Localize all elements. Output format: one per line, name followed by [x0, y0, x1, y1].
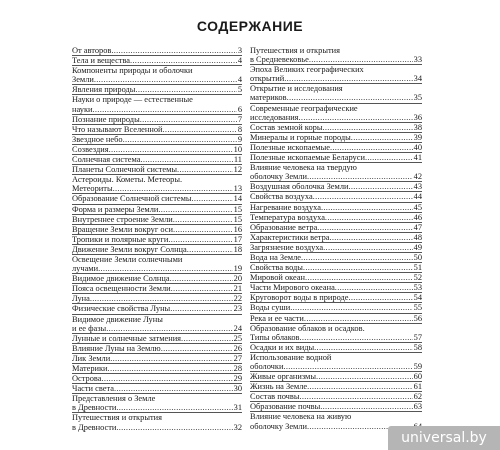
toc-entry-title-line: материков ..... [250, 93, 413, 102]
toc-entry-title: Движение Земли вокруг Солнца ..... [72, 245, 233, 254]
toc-entry-page: 31 [233, 403, 242, 413]
toc-entry[interactable] [250, 342, 422, 352]
toc-entry-page: 33 [413, 55, 422, 65]
toc-entry-title: Температура воздуха ..... [250, 213, 413, 222]
toc-entry-title: Видимое движение Солнца ..... [72, 274, 233, 283]
toc-entry-title: Части Мирового океана ..... [250, 283, 413, 292]
toc-entry-title-line: оболочки ..... [250, 362, 413, 371]
toc-entry-page: 28 [233, 364, 242, 373]
toc-entry-last-line [72, 403, 242, 412]
toc-entry-title: От авторов ..... [72, 46, 237, 55]
toc-entry-page: 40 [413, 142, 422, 152]
toc-entry-title: Что называют Вселенной ..... [72, 125, 237, 134]
toc-entry[interactable] [72, 65, 242, 84]
toc-entry-page: 11 [233, 155, 242, 165]
toc-entry-title: Полезные ископаемые Беларуси ..... [250, 153, 413, 162]
toc-entry-title: Лунные и солнечные затмения ..... [72, 334, 233, 343]
toc-entry[interactable] [72, 204, 242, 214]
toc-entry-title: Река и ее части ..... [250, 314, 413, 323]
toc-entry[interactable] [72, 333, 242, 343]
toc-entry[interactable] [72, 244, 242, 254]
toc-entry-last-line [72, 423, 242, 432]
toc-entry-page: 39 [413, 132, 422, 142]
toc-entry-page: 52 [413, 273, 422, 283]
toc-entry-title-line: Земли ..... [72, 75, 237, 84]
toc-entry-page: 62 [413, 392, 422, 402]
toc-entry-page: 25 [233, 333, 242, 343]
toc-entry-page: 29 [233, 374, 242, 384]
toc-entry-page: 30 [233, 384, 242, 394]
toc-entry-title: Вращение Земли вокруг оси ..... [72, 225, 233, 234]
toc-entry[interactable] [72, 383, 242, 393]
toc-entry-title: Минералы и горные породы ..... [250, 133, 413, 142]
toc-entry-title-line: в Древности ..... [72, 403, 233, 412]
toc-entry[interactable] [72, 154, 242, 164]
toc-entry-page: 42 [413, 172, 422, 182]
toc-entry-page: 20 [233, 274, 242, 284]
toc-entry[interactable] [72, 46, 242, 55]
toc-entry-title-line: Путешествия и открытия [250, 46, 340, 55]
toc-entry-page: 35 [413, 93, 422, 103]
toc-entry-last-line [250, 172, 422, 181]
toc-entry-title-line: в Средневековье ..... [250, 55, 413, 64]
toc-entry-page: 7 [237, 114, 242, 124]
toc-entry-title-line: Науки о природе — естественные [72, 95, 193, 105]
toc-entry-last-line [72, 264, 242, 273]
toc-entry[interactable] [72, 55, 242, 65]
toc-entry[interactable] [250, 212, 422, 222]
toc-entry[interactable] [250, 252, 422, 262]
toc-entry[interactable] [72, 174, 242, 193]
toc-entry-title: Вода на Земле ..... [250, 253, 413, 262]
toc-entry-page: 15 [233, 204, 242, 214]
toc-entry[interactable] [250, 222, 422, 232]
toc-entry-page: 45 [413, 202, 422, 212]
toc-entry-page: 46 [413, 212, 422, 222]
toc-entry[interactable] [250, 142, 422, 152]
toc-entry-page: 21 [233, 284, 242, 294]
toc-entry-title-line: Современные географические [250, 103, 358, 113]
toc-entry-title: Планеты Солнечной системы ..... [72, 165, 233, 174]
toc-entry-page: 49 [413, 242, 422, 252]
toc-entry[interactable] [72, 94, 242, 113]
toc-entry-page: 22 [233, 294, 242, 304]
toc-entry[interactable] [250, 181, 422, 191]
toc-entry-last-line [250, 93, 422, 102]
toc-entry[interactable] [250, 371, 422, 381]
toc-entry-last-line [250, 74, 422, 83]
toc-entry-title-line: Открытие и исследования [250, 84, 343, 94]
toc-entry-page: 43 [413, 182, 422, 192]
toc-entry-title-line: Представления о Земле [72, 394, 156, 404]
toc-entry-title-line: и ее фазы ..... [72, 324, 233, 333]
page-title: СОДЕРЖАНИЕ [196, 18, 304, 34]
toc-entry[interactable] [250, 391, 422, 401]
toc-entry[interactable] [72, 373, 242, 383]
toc-entry-page: 55 [413, 303, 422, 313]
toc-entry-page: 36 [413, 112, 422, 122]
toc-entry-page: 4 [237, 56, 242, 66]
watermark: universal.by [388, 426, 500, 450]
toc-entry-page: 14 [233, 194, 242, 204]
toc-entry-page: 13 [233, 184, 242, 194]
toc-entry-title: Луна ..... [72, 294, 233, 303]
toc-entry-title: Воздушная оболочка Земли ..... [250, 182, 413, 191]
toc-entry[interactable] [250, 292, 422, 302]
toc-entry[interactable] [250, 103, 422, 122]
toc-entry-page: 4 [237, 75, 242, 85]
toc-entry-page: 17 [233, 234, 242, 244]
toc-entry[interactable] [250, 83, 422, 102]
toc-entry[interactable] [72, 144, 242, 154]
toc-entry-page: 19 [233, 264, 242, 274]
toc-entry-page: 27 [233, 353, 242, 363]
toc-entry[interactable] [72, 303, 242, 313]
toc-entry-last-line [72, 184, 242, 193]
toc-entry-title: Материки ..... [72, 364, 233, 373]
toc-entry[interactable] [250, 401, 422, 411]
toc-entry[interactable] [72, 214, 242, 224]
toc-entry-title: Звездное небо ..... [72, 135, 237, 144]
toc-entry-page: 44 [413, 192, 422, 202]
toc-entry[interactable] [250, 282, 422, 292]
toc-entry-title: Свойства воды ..... [250, 263, 413, 272]
toc-entry-title: Лик Земли ..... [72, 354, 233, 363]
toc-entry-title: Образование ветра ..... [250, 223, 413, 232]
toc-entry-title-line: оболочку Земли ..... [250, 172, 413, 181]
toc-entry-page: 18 [233, 244, 242, 254]
toc-entry-last-line [250, 333, 422, 342]
toc-entry-page: 54 [413, 293, 422, 303]
toc-entry-page: 48 [413, 232, 422, 242]
toc-entry-title: Части света ..... [72, 384, 233, 393]
toc-entry[interactable] [250, 162, 422, 181]
toc-entry-page: 58 [413, 342, 422, 352]
toc-entry[interactable] [250, 242, 422, 252]
toc-entry[interactable] [72, 193, 242, 203]
toc-entry-page: 53 [413, 283, 422, 293]
toc-entry[interactable] [72, 412, 242, 431]
toc-entry-page: 47 [413, 222, 422, 232]
toc-entry[interactable] [72, 164, 242, 174]
toc-entry-page: 5 [237, 85, 242, 95]
toc-entry[interactable] [72, 283, 242, 293]
toc-entry-page: 8 [237, 124, 242, 134]
toc-entry-page: 38 [413, 122, 422, 132]
toc-entry[interactable] [250, 46, 422, 64]
toc-entry-title-line: науки ..... [72, 105, 237, 114]
toc-entry[interactable] [72, 114, 242, 124]
toc-entry[interactable] [250, 64, 422, 83]
toc-entry-last-line [72, 324, 242, 333]
toc-entry-title-line: Путешествия и открытия [72, 413, 162, 423]
toc-entry-page: 34 [413, 74, 422, 84]
toc-entry-last-line [250, 362, 422, 371]
toc-entry[interactable] [72, 393, 242, 412]
toc-entry-title: Острова ..... [72, 374, 233, 383]
toc-entry-last-line [250, 113, 422, 122]
toc-entry[interactable] [250, 122, 422, 132]
toc-entry[interactable] [250, 352, 422, 371]
toc-entry-title: Полезные ископаемые ..... [250, 143, 413, 152]
toc-entry[interactable] [72, 363, 242, 373]
toc-entry-title: Жизнь на Земле ..... [250, 382, 413, 391]
toc-entry-page: 41 [413, 153, 422, 163]
toc-entry-title-line: исследования ..... [250, 113, 413, 122]
toc-entry-last-line [250, 55, 422, 64]
toc-entry[interactable] [72, 134, 242, 144]
toc-entry-title: Свойства воздуха ..... [250, 192, 413, 201]
toc-entry-page: 63 [413, 402, 422, 412]
toc-entry-title-line: Влияние человека на твердую [250, 163, 357, 173]
toc-entry-page: 24 [233, 323, 242, 333]
toc-entry[interactable] [72, 273, 242, 283]
toc-entry-page: 6 [237, 104, 242, 114]
toc-entry-page: 9 [237, 134, 242, 144]
toc-entry[interactable] [250, 191, 422, 201]
toc-entry[interactable] [250, 262, 422, 272]
toc-entry[interactable] [250, 313, 422, 323]
toc-right-column [250, 46, 422, 431]
toc-entry-title-line: Компоненты природы и оболочки [72, 66, 193, 76]
toc-entry-title: Круговорот воды в природе ..... [250, 293, 413, 302]
toc-entry-title-line: Эпоха Великих географических [250, 65, 364, 75]
toc-entry-title: Нагревание воздуха ..... [250, 203, 413, 212]
toc-entry[interactable] [250, 323, 422, 342]
toc-entry[interactable] [250, 381, 422, 391]
toc-entry[interactable] [250, 302, 422, 312]
toc-entry-last-line [72, 75, 242, 84]
toc-entry-title-line: Освещение Земли солнечными [72, 254, 183, 264]
toc-entry[interactable] [250, 132, 422, 142]
toc-entry-title-line: Влияние человека на живую [250, 412, 352, 422]
toc-entry-title: Образование Солнечной системы ..... [72, 194, 233, 203]
toc-entry-title: Солнечная система ..... [72, 155, 233, 164]
toc-entry-title-line: лучами ..... [72, 264, 233, 273]
toc-entry-title: Состав почвы ..... [250, 392, 413, 401]
toc-entry-page: 3 [237, 46, 242, 55]
toc-entry-title-line: Образование облаков и осадков. [250, 323, 365, 333]
toc-entry[interactable] [72, 124, 242, 134]
toc-entry-title: Внутреннее строение Земли ..... [72, 215, 233, 224]
toc-entry-title: Пояса освещенности Земли ..... [72, 284, 233, 293]
toc-entry-title: Живые организмы ..... [250, 372, 413, 381]
toc-entry-title: Тропики и полярные круги ..... [72, 235, 233, 244]
toc-entry-title-line: в Древности ..... [72, 423, 233, 432]
toc-entry-page: 32 [233, 422, 242, 432]
toc-entry-title: Образование почвы ..... [250, 402, 413, 411]
toc-entry-page: 16 [233, 224, 242, 234]
toc-entry-last-line [72, 105, 242, 114]
toc-entry-title: Созвездия ..... [72, 145, 233, 154]
toc-entry-page: 56 [413, 313, 422, 323]
toc-entry-title: Мировой океан ..... [250, 273, 413, 282]
toc-entry-title: Влияние Луны на Землю ..... [72, 344, 233, 353]
toc-entry-title: Физические свойства Луны ..... [72, 304, 233, 313]
toc-entry[interactable] [72, 254, 242, 273]
toc-entry-page: 51 [413, 263, 422, 273]
toc-entry[interactable] [72, 353, 242, 363]
toc-entry-title: Тела и вещества ..... [72, 56, 237, 65]
toc-entry-page: 50 [413, 252, 422, 262]
toc-entry-title: Форма и размеры Земли ..... [72, 205, 233, 214]
toc-entry-title: Состав земной коры ..... [250, 123, 413, 132]
toc-entry[interactable] [250, 152, 422, 162]
toc-entry[interactable] [72, 234, 242, 244]
toc-entry[interactable] [250, 202, 422, 212]
toc-entry-title-line: Метеориты ..... [72, 184, 233, 193]
toc-entry-title-line: оболочку Земли ..... [250, 422, 413, 431]
toc-entry-page: 23 [233, 304, 242, 314]
toc-entry-page: 26 [233, 343, 242, 353]
toc-entry-title-line: открытий ..... [250, 74, 413, 83]
toc-entry[interactable] [72, 314, 242, 333]
toc-entry[interactable] [72, 293, 242, 303]
toc-entry-title-line: Типы облаков ..... [250, 333, 413, 342]
toc-left-column [72, 46, 242, 432]
toc-entry-title-line: Астероиды. Кометы. Метеоры. [72, 175, 183, 185]
toc-entry[interactable] [250, 272, 422, 282]
toc-entry[interactable] [72, 84, 242, 94]
toc-entry-title: Явления природы ..... [72, 85, 237, 94]
toc-entry-page: 12 [233, 165, 242, 175]
toc-entry-page: 57 [413, 332, 422, 342]
toc-entry-title-line: Использование водной [250, 352, 332, 362]
toc-entry-title: Загрязнение воздуха ..... [250, 243, 413, 252]
toc-entry-title: Характеристики ветра ..... [250, 233, 413, 242]
toc-entry-title: Воды суши ..... [250, 303, 413, 312]
toc-entry-page: 59 [413, 362, 422, 371]
toc-entry-page: 60 [413, 372, 422, 382]
toc-entry[interactable] [72, 224, 242, 234]
toc-entry-page: 61 [413, 382, 422, 392]
toc-entry[interactable] [72, 343, 242, 353]
toc-entry-title: Осадки и их виды ..... [250, 343, 413, 352]
toc-entry[interactable] [250, 232, 422, 242]
toc-entry-page: 15 [233, 214, 242, 224]
toc-entry-title-line: Видимое движение Луны [72, 314, 163, 324]
toc-entry-title: Познание природы ..... [72, 115, 237, 124]
toc-entry-page: 10 [233, 144, 242, 154]
